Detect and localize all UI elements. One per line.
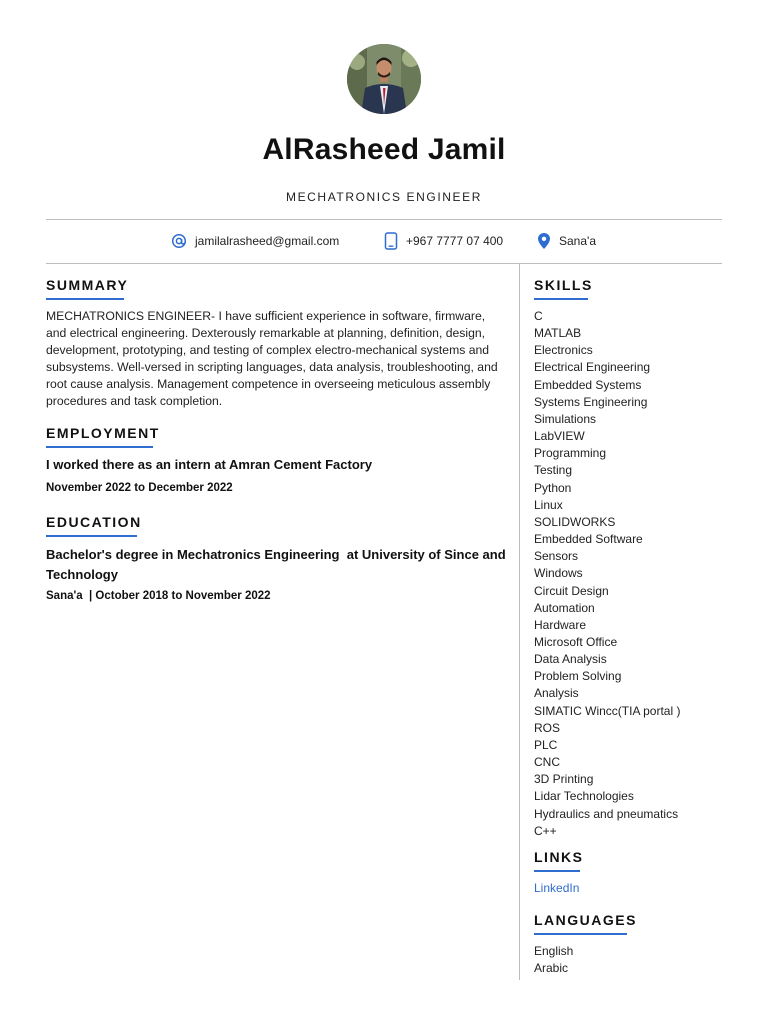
skill-item: Simulations bbox=[534, 411, 597, 426]
skill-item: Python bbox=[534, 480, 572, 495]
contact-location bbox=[537, 231, 596, 251]
skill-item: Microsoft Office bbox=[534, 634, 618, 649]
skill-item: Embedded Systems bbox=[534, 377, 642, 392]
skill-item: Circuit Design bbox=[534, 583, 609, 598]
contact-phone[interactable] bbox=[384, 231, 503, 251]
skills-heading-text: SKILLS bbox=[534, 277, 593, 293]
skill-item: Hardware bbox=[534, 617, 587, 632]
column-divider bbox=[519, 264, 520, 980]
skill-item: Linux bbox=[534, 497, 563, 512]
at-sign-icon bbox=[171, 233, 187, 249]
skill-item: Electronics bbox=[534, 343, 593, 358]
skills-heading bbox=[534, 277, 593, 293]
linkedin-link[interactable]: LinkedIn bbox=[534, 881, 580, 895]
skill-item: MATLAB bbox=[534, 326, 582, 341]
languages-heading bbox=[534, 912, 637, 928]
summary-text: MECHATRONICS ENGINEER- I have sufficient experience in software, firmware, and electrical engineering. Dexterously remarkable at planning, definition, design, development, prototyping, and testing of complex electro-mechanical systems and subsystems. Well-versed in scripting languages, data analysis, troubleshooting, and root cause analysis. Management competence in overseeing meticulous assembly procedures and task completion. bbox=[46, 309, 498, 409]
skill-item: Systems Engineering bbox=[534, 394, 648, 409]
employment-heading-underline bbox=[46, 446, 153, 448]
skill-item: SIMATIC Wincc(TIA portal ) bbox=[534, 703, 681, 718]
skill-item: CNC bbox=[534, 755, 560, 770]
job-dates: November 2022 to December 2022 bbox=[46, 482, 233, 494]
job-title: I worked there as an intern at Amran Cement Factory bbox=[46, 457, 373, 472]
education-heading-underline bbox=[46, 535, 137, 537]
education-heading bbox=[46, 514, 142, 530]
header-divider-top bbox=[46, 219, 722, 220]
summary-heading-text: SUMMARY bbox=[46, 277, 129, 293]
skill-item: Data Analysis bbox=[534, 652, 607, 667]
links-heading-text: LINKS bbox=[534, 849, 584, 865]
education-heading-text: EDUCATION bbox=[46, 514, 142, 530]
contact-email[interactable] bbox=[171, 231, 339, 251]
employment-heading-text: EMPLOYMENT bbox=[46, 425, 160, 441]
employment-heading bbox=[46, 425, 160, 441]
candidate-name: AlRasheed Jamil bbox=[262, 133, 506, 166]
links-heading-underline bbox=[534, 870, 580, 872]
skill-item: SOLIDWORKS bbox=[534, 514, 616, 529]
skill-item: Programming bbox=[534, 446, 607, 461]
links-heading bbox=[534, 849, 584, 865]
language-item: Arabic bbox=[534, 961, 569, 975]
skill-item: Hydraulics and pneumatics bbox=[534, 806, 679, 821]
skill-item: Problem Solving bbox=[534, 669, 622, 684]
skill-item: ROS bbox=[534, 720, 561, 735]
skill-item: Sensors bbox=[534, 549, 579, 564]
skill-item: PLC bbox=[534, 737, 558, 752]
skill-item: LabVIEW bbox=[534, 429, 585, 444]
skill-item: Lidar Technologies bbox=[534, 789, 634, 804]
skill-item: C bbox=[534, 309, 543, 323]
languages-heading-underline bbox=[534, 933, 627, 935]
header-divider-bottom bbox=[46, 263, 722, 264]
languages-heading-text: LANGUAGES bbox=[534, 912, 637, 928]
mobile-phone-icon bbox=[384, 232, 398, 250]
skill-item: C++ bbox=[534, 823, 557, 838]
summary-heading bbox=[46, 277, 128, 293]
skill-item: 3D Printing bbox=[534, 772, 594, 787]
profile-photo bbox=[347, 44, 421, 114]
skills-list bbox=[534, 308, 680, 840]
skill-item: Analysis bbox=[534, 686, 579, 701]
skill-item: Windows bbox=[534, 566, 583, 581]
contact-location-text: Sana'a bbox=[559, 234, 596, 248]
education-details: Sana'a | October 2018 to November 2022 bbox=[46, 590, 271, 602]
skill-item: Electrical Engineering bbox=[534, 360, 651, 375]
language-item: English bbox=[534, 944, 574, 958]
contact-phone-text: +967 7777 07 400 bbox=[406, 234, 504, 248]
candidate-title: MECHATRONICS ENGINEER bbox=[285, 190, 483, 204]
skills-heading-underline bbox=[534, 298, 588, 300]
skill-item: Embedded Software bbox=[534, 532, 643, 547]
profile-photo-image bbox=[347, 44, 421, 114]
languages-list bbox=[534, 943, 573, 977]
skill-item: Automation bbox=[534, 600, 595, 615]
location-pin-icon bbox=[537, 232, 551, 250]
skill-item: Testing bbox=[534, 463, 573, 478]
contact-email-text: jamilalrasheed@gmail.com bbox=[195, 234, 340, 248]
summary-heading-underline bbox=[46, 298, 124, 300]
education-degree: Bachelor's degree in Mechatronics Engineering at University of Since and Technology bbox=[46, 547, 510, 582]
